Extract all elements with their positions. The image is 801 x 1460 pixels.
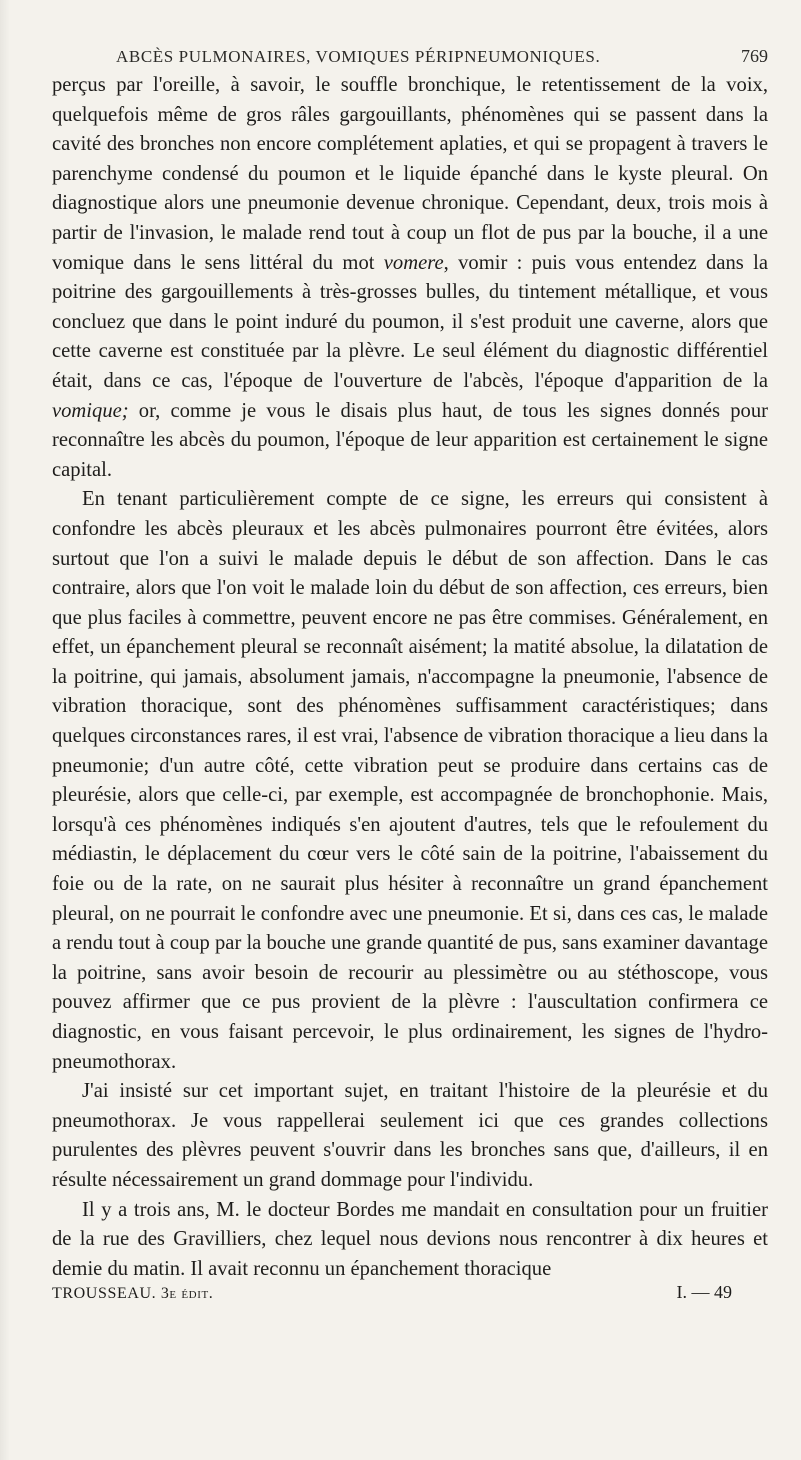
text-run: Il y a trois ans, M. le docteur Bordes me mandait en consultation pour un fruitier de la rue des Gravilliers, chez lequel nous devions nous rencontrer à dix heures et demie du matin. Il avait reconnu un épanchement thoracique	[52, 1198, 768, 1280]
text-run: J'ai insisté sur cet important sujet, en traitant l'histoire de la pleurésie et du pneumothorax. Je vous rappellerai seulement ici que ces grandes collections purulentes des plèvres peuvent s'ouvrir dans les bronches sans que, d'ailleurs, il en résulte nécessairement un grand dommage pour l'individu.	[52, 1080, 768, 1191]
italic-run: vomere	[383, 251, 444, 274]
body-text	[52, 71, 768, 1284]
text-run: En tenant particulièrement compte de ce signe, les erreurs qui consistent à confondre les abcès pleuraux et les abcès pulmonaires pourront être évitées, alors surtout que l'on a suivi le malade depuis le début de son affection. Dans le cas contraire, alors que l'on voit le malade loin du début de son affection, ces erreurs, bien que plus faciles à commettre, peuvent encore ne pas être commises. Généralement, en effet, un épanchement pleural se reconnaît aisément; la matité absolue, la dilatation de la poitrine, qui jamais, absolument jamais, n'accompagne la pneumonie, l'absence de vibration thoracique, sont des phénomènes suffisamment caractéristiques; dans quelques circonstances rares, il est vrai, l'absence de vibration thoracique a lieu dans la pneumonie; d'un autre côté, cette vibration peut se produire dans certains cas de pleurésie, alors que celle-ci, par exemple, est accompagnée de bronchophonie. Mais, lorsqu'à ces phénomènes indiqués s'en ajoutent d'autres, tels que le refoulement du médiastin, le déplacement du cœur vers le côté sain de la poitrine, l'abaissement du foie ou de la rate, on ne saurait plus hésiter à reconnaître un grand épanchement pleural, on ne pourrait le confondre avec une pneumonie. Et si, dans ces cas, le malade a rendu tout à coup par la bouche une grande quantité de pus, sans examiner davantage la poitrine, sans avoir besoin de recourir au plessimètre ou au stéthoscope, vous pouvez affirmer que ce pus provient de la plèvre : l'auscultation confirmera ce diagnostic, en vous faisant percevoir, le plus ordinairement, les signes de l'hydro-pneumothorax.	[52, 488, 768, 1073]
paragraph	[52, 1077, 768, 1195]
text-run: perçus par l'oreille, à savoir, le souffle bronchique, le retentissement de la voix, quelquefois même de gros râles gargouillants, phénomènes qui se passent dans la cavité des bronches non encore complétement aplaties, et qui se propagent à travers le parenchyme condensé du poumon et le liquide épanché dans le kyste pleural. On diagnostique alors une pneumonie devenue chronique. Cependant, deux, trois mois à partir de l'invasion, le malade rend tout à coup un flot de pus par la bouche, il a une vomique dans le sens littéral du mot	[52, 74, 768, 274]
page-number: 769	[741, 46, 768, 66]
page-edge-shadow	[0, 0, 10, 1460]
volume-signature: I. — 49	[676, 1282, 732, 1303]
running-head	[116, 46, 768, 67]
paragraph	[52, 485, 768, 1077]
printer-signature: TROUSSEAU. 3e édit.	[52, 1285, 214, 1303]
page-footer	[52, 1282, 768, 1303]
running-title: ABCÈS PULMONAIRES, VOMIQUES PÉRIPNEUMONIQUES.	[116, 47, 601, 66]
book-page	[52, 46, 768, 1303]
paragraph	[52, 1196, 768, 1285]
paragraph	[52, 71, 768, 485]
text-run: or, comme je vous le disais plus haut, de tous les signes donnés pour reconnaître les abcès du poumon, l'époque de leur apparition est certainement le signe capital.	[52, 399, 768, 481]
text-run: , vomir : puis vous entendez dans la poitrine des gargouillements à très-grosses bulles, du tintement métallique, et vous concluez que dans le point induré du poumon, il s'est produit une caverne, alors que cette caverne est constituée par la plèvre. Le seul élément du diagnostic différentiel était, dans ce cas, l'époque de l'ouverture de l'abcès, l'époque d'apparition de la	[52, 251, 768, 392]
italic-run: vomique;	[52, 399, 129, 422]
